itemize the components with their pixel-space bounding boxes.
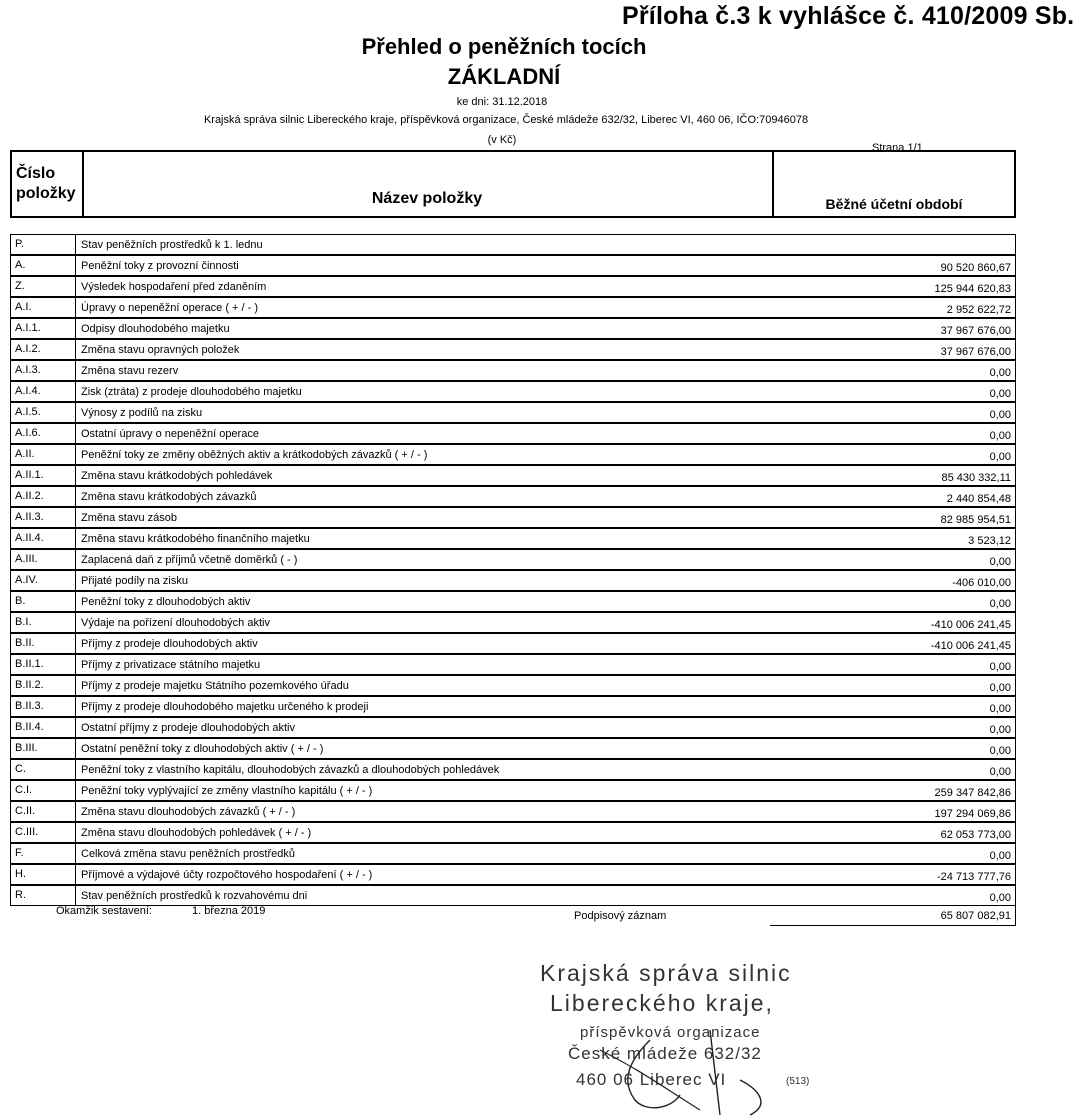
row-value: 85 430 332,11: [941, 472, 1011, 484]
row-label: Peněžní toky z provozní činnosti: [81, 260, 239, 272]
table-row: [10, 486, 1016, 507]
table-row: [10, 801, 1016, 822]
table-row: [10, 885, 1016, 906]
row-code: B.II.4.: [15, 721, 44, 733]
header-name-label: Název položky: [371, 190, 483, 207]
header-number-line1: Číslo: [16, 165, 56, 182]
table-row: [10, 318, 1016, 339]
table-row: [10, 402, 1016, 423]
row-code: C.II.: [15, 805, 36, 817]
row-label: Výsledek hospodaření před zdaněním: [81, 281, 267, 293]
table-row: [10, 276, 1016, 297]
row-label: Peněžní toky z vlastního kapitálu, dlouhodobých závazků a dlouhodobých pohledávek: [81, 764, 500, 776]
row-value: 0,00: [989, 661, 1011, 673]
row-value: 0,00: [989, 367, 1011, 379]
header-current-period-label: Běžné účetní období: [825, 196, 963, 212]
table-row: [10, 255, 1016, 276]
table-row: [10, 465, 1016, 486]
row-code: P.: [15, 238, 24, 250]
row-value: 0,00: [989, 451, 1011, 463]
row-code: A.II.4.: [15, 532, 44, 544]
table-row: [10, 822, 1016, 843]
table-row: [10, 423, 1016, 444]
table-row: [10, 591, 1016, 612]
row-code: A.I.1.: [15, 322, 41, 334]
row-value: 0,00: [989, 409, 1011, 421]
final-value-row: [770, 906, 1016, 926]
table-row: [10, 696, 1016, 717]
row-code: A.I.2.: [15, 343, 41, 355]
compiled-date: 1. března 2019: [192, 905, 266, 917]
row-code: A.IV.: [15, 574, 38, 586]
row-label: Ostatní příjmy z prodeje dlouhodobých aktiv: [81, 722, 296, 734]
row-label: Zaplacená daň z příjmů včetně doměrků ( - ): [81, 554, 298, 566]
row-label: Příjmy z prodeje dlouhodobého majetku určeného k prodeji: [81, 701, 369, 713]
row-value: 0,00: [989, 703, 1011, 715]
row-value: 2 440 854,48: [946, 493, 1011, 505]
row-value: 0,00: [989, 766, 1011, 778]
table-row: [10, 444, 1016, 465]
row-value: 0,00: [989, 850, 1011, 862]
row-value: 82 985 954,51: [940, 514, 1011, 526]
row-label: Peněžní toky ze změny oběžných aktiv a krátkodobých závazků ( + / - ): [81, 449, 428, 461]
row-code: B.II.: [15, 637, 35, 649]
row-code: B.III.: [15, 742, 38, 754]
header-number-line2: položky: [16, 185, 76, 202]
stamp-line: Libereckého kraje,: [550, 990, 774, 1016]
row-code: C.I.: [15, 784, 33, 796]
stamp-line: České mládeže 632/32: [568, 1044, 762, 1063]
row-label: Odpisy dlouhodobého majetku: [81, 323, 230, 335]
cashflow-table: [10, 234, 1016, 926]
row-label: Peněžní toky z dlouhodobých aktiv: [81, 596, 251, 608]
row-code: C.III.: [15, 826, 39, 838]
row-label: Stav peněžních prostředků k rozvahovému dni: [81, 890, 308, 902]
row-label: Změna stavu zásob: [81, 512, 177, 524]
stamp-line: 460 06 Liberec VI: [576, 1070, 727, 1089]
row-label: Změna stavu krátkodobého finančního majetku: [81, 533, 310, 545]
row-code: A.I.: [15, 301, 32, 313]
row-code: A.: [15, 259, 26, 271]
row-label: Přijaté podíly na zisku: [81, 575, 188, 587]
row-value: 197 294 069,86: [934, 808, 1011, 820]
row-value: 3 523,12: [968, 535, 1011, 547]
table-row: [10, 507, 1016, 528]
row-value: 90 520 860,67: [940, 262, 1011, 274]
row-code: A.I.5.: [15, 406, 41, 418]
row-label: Příjmy z privatizace státního majetku: [81, 659, 261, 671]
row-value: 0,00: [989, 556, 1011, 568]
table-row: [10, 717, 1016, 738]
row-label: Změna stavu rezerv: [81, 365, 179, 377]
annex-reference: Příloha č.3 k vyhlášce č. 410/2009 Sb.: [622, 2, 1074, 30]
row-label: Změna stavu krátkodobých pohledávek: [81, 470, 273, 482]
table-row: [10, 864, 1016, 885]
signature-label: Podpisový záznam: [574, 910, 667, 922]
row-label: Výdaje na pořízení dlouhodobých aktiv: [81, 617, 270, 629]
table-row: [10, 549, 1016, 570]
row-value: 37 967 676,00: [940, 325, 1011, 337]
row-code: B.: [15, 595, 26, 607]
row-value: 0,00: [989, 430, 1011, 442]
row-value: -24 713 777,76: [936, 871, 1011, 883]
row-code: A.II.3.: [15, 511, 44, 523]
row-value: 0,00: [989, 892, 1011, 904]
row-value: 0,00: [989, 598, 1011, 610]
table-row: [10, 339, 1016, 360]
row-code: Z.: [15, 280, 25, 292]
row-label: Změna stavu krátkodobých závazků: [81, 491, 257, 503]
table-row: [10, 780, 1016, 801]
row-label: Úpravy o nepeněžní operace ( + / - ): [81, 302, 259, 314]
report-title: Přehled o peněžních tocích: [361, 34, 647, 59]
table-row: [10, 381, 1016, 402]
page-number: Strana 1/1: [872, 142, 923, 154]
row-code: A.II.2.: [15, 490, 44, 502]
stamp-line: Krajská správa silnic: [540, 960, 792, 986]
row-label: Příjmy z prodeje majetku Státního pozemkového úřadu: [81, 680, 349, 692]
row-value: 125 944 620,83: [934, 283, 1011, 295]
row-label: Příjmy z prodeje dlouhodobých aktiv: [81, 638, 258, 650]
row-label: Celková změna stavu peněžních prostředků: [81, 848, 296, 860]
row-code: R.: [15, 889, 26, 901]
row-value: 2 952 622,72: [946, 304, 1011, 316]
table-row: [10, 654, 1016, 675]
table-row: [10, 633, 1016, 654]
organization-line: Krajská správa silnic Libereckého kraje, příspěvková organizace, České mládeže 632/32, Liberec VI, 460 06, IČO:70946078: [203, 114, 809, 126]
row-label: Zisk (ztráta) z prodeje dlouhodobého majetku: [81, 386, 302, 398]
table-row: [10, 570, 1016, 591]
table-row: [10, 759, 1016, 780]
row-label: Výnosy z podílů na zisku: [81, 407, 203, 419]
row-code: B.I.: [15, 616, 32, 628]
row-label: Změna stavu dlouhodobých pohledávek ( + / - ): [81, 827, 312, 839]
row-value: -406 010,00: [952, 577, 1011, 589]
row-code: A.II.: [15, 448, 35, 460]
stamp-line: (513): [786, 1076, 810, 1087]
table-row: [10, 612, 1016, 633]
row-label: Změna stavu dlouhodobých závazků ( + / - ): [81, 806, 296, 818]
table-row: [10, 297, 1016, 318]
compiled-label: Okamžik sestavení:: [56, 905, 152, 917]
row-code: A.I.3.: [15, 364, 41, 376]
table-header: [10, 150, 1016, 218]
table-row: [10, 738, 1016, 759]
row-value: 0,00: [989, 388, 1011, 400]
row-code: B.II.3.: [15, 700, 44, 712]
header-number-label: [16, 164, 76, 204]
row-code: A.I.4.: [15, 385, 41, 397]
row-value: 62 053 773,00: [940, 829, 1011, 841]
row-value: 259 347 842,86: [934, 787, 1011, 799]
row-code: H.: [15, 868, 26, 880]
row-code: B.II.2.: [15, 679, 44, 691]
table-row: [10, 528, 1016, 549]
row-value: 37 967 676,00: [940, 346, 1011, 358]
row-label: Změna stavu opravných položek: [81, 344, 240, 356]
row-label: Peněžní toky vyplývající ze změny vlastního kapitálu ( + / - ): [81, 785, 373, 797]
signature-icon: [560, 1020, 780, 1120]
stamp-line: příspěvková organizace: [580, 1024, 761, 1041]
row-code: C.: [15, 763, 26, 775]
table-row: [10, 675, 1016, 696]
row-code: B.II.1.: [15, 658, 44, 670]
final-value: 65 807 082,91: [940, 910, 1011, 922]
report-subtitle: ZÁKLADNÍ: [447, 64, 561, 89]
row-value: 0,00: [989, 682, 1011, 694]
row-value: 0,00: [989, 724, 1011, 736]
report-date: ke dni: 31.12.2018: [456, 96, 548, 108]
row-code: F.: [15, 847, 24, 859]
table-row: [10, 234, 1016, 255]
row-code: A.II.1.: [15, 469, 44, 481]
row-value: -410 006 241,45: [930, 640, 1011, 652]
row-value: 0,00: [989, 745, 1011, 757]
row-value: -410 006 241,45: [930, 619, 1011, 631]
currency-unit: (v Kč): [487, 134, 517, 146]
row-label: Stav peněžních prostředků k 1. lednu: [81, 239, 263, 251]
table-row: [10, 360, 1016, 381]
row-code: A.I.6.: [15, 427, 41, 439]
table-row: [10, 843, 1016, 864]
row-label: Příjmové a výdajové účty rozpočtového hospodaření ( + / - ): [81, 869, 373, 881]
row-label: Ostatní úpravy o nepeněžní operace: [81, 428, 259, 440]
row-label: Ostatní peněžní toky z dlouhodobých aktiv ( + / - ): [81, 743, 324, 755]
row-code: A.III.: [15, 553, 38, 565]
